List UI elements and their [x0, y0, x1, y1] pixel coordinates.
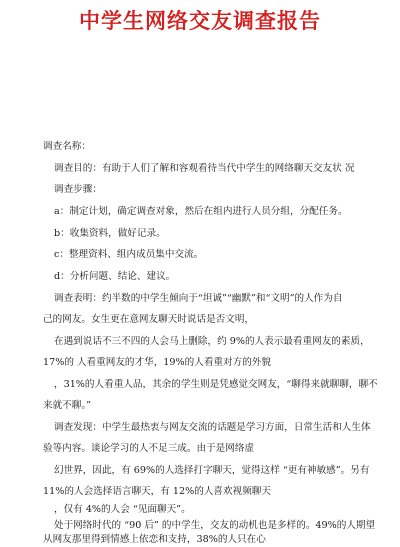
discovery-line-2: 验等内容。谈论学习的人不足三成。由于是网络虚 [43, 443, 255, 454]
discovery-line-4: 11%的人会选择语言聊天，有 12%的人喜欢视频聊天 [43, 486, 271, 497]
document-title: 中学生网络交友调查报告 [79, 9, 321, 33]
survey-name-line: 调查名称： [43, 141, 91, 152]
survey-steps-line: 调查步骤： [54, 184, 102, 195]
findings-line-3: 在遇到说话不三不四的人会马上删除，约 9%的人表示最看重网友的素质， [54, 336, 370, 347]
discovery-line-5: ，仅有 4%的人会 “见面聊天”。 [54, 504, 191, 515]
discovery-line-1: 调查发现：中学生最热衷与网友交流的话题是学习方面，日常生活和人生体 [54, 422, 371, 433]
discovery-line-3: 幻世界，因此，有 69%的人选择打字聊天，觉得这样 “更有神敏感”。另有 [54, 465, 370, 476]
step-d-line: d：分析问题、结论、建议。 [54, 271, 176, 282]
survey-purpose-line: 调查目的：有助于人们了解和容观看待当代中学生的网络聊天交友状 况 [54, 163, 355, 174]
findings-line-2: 己的网友。女生更在意网友聊天时说话是否文明， [43, 314, 255, 325]
findings-line-5: ，31%的人看重人品，其余的学生则是凭感觉交网友，“聊得来就聊聊，聊不 [54, 379, 378, 390]
motives-line-2: 从网友那里得到情感上依恋和支持，38%的人只在心 [43, 534, 266, 545]
findings-line-4: 17%的 人看重网友的才华，19%的人看重对方的外貌 [43, 357, 271, 368]
step-c-line: c：整理资料、组内成员集中交流。 [54, 249, 204, 260]
step-b-line: b：收集资料，做好记录。 [54, 228, 166, 239]
findings-line-1: 调查表明：约半数的中学生倾向于“坦诚”“幽默”和“文明”的人作为自 [54, 293, 343, 304]
findings-line-6: 来就不聊。” [43, 400, 92, 411]
step-a-line: a：制定计划，确定调查对象，然后在组内进行人员分组，分配任务。 [54, 206, 348, 217]
motives-line-1: 处于网络时代的 “90 后” 的中学生，交友的动机也是多样的。49%的人期望 [54, 520, 376, 531]
